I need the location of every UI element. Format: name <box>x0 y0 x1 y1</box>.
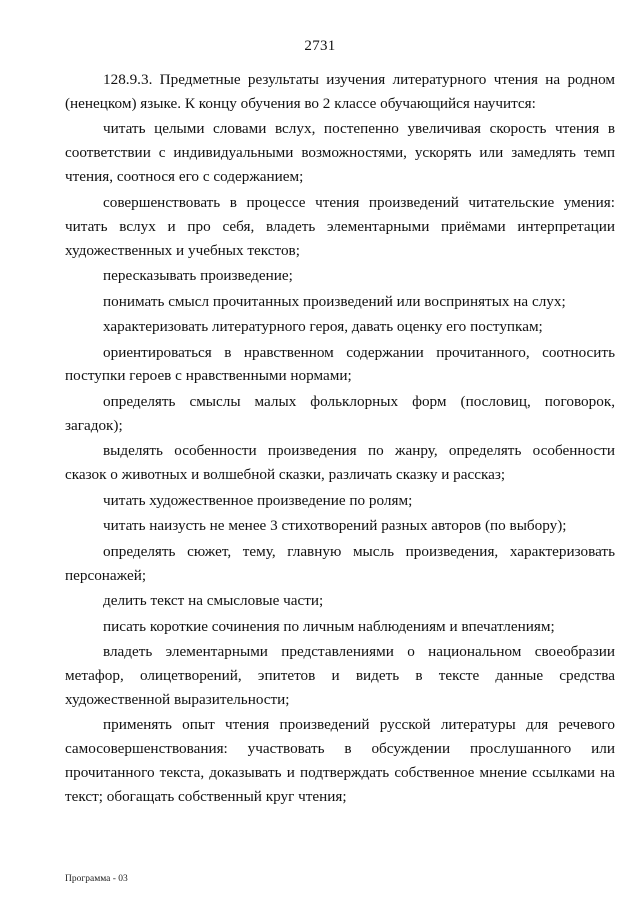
paragraph: характеризовать литературного героя, давать оценку его поступкам; <box>103 318 543 336</box>
paragraph: совершенствовать в процессе чтения произведений читательские умения: читать вслух и про себя, владеть элементарными приёмами интерпретации художественных и учебных текстов; <box>65 193 615 259</box>
paragraph: делить текст на смысловые части; <box>103 592 324 610</box>
paragraph: ориентироваться в нравственном содержании прочитанного, соотносить поступки героев с нравственными нормами; <box>65 343 615 385</box>
paragraph: читать художественное произведение по ролям; <box>103 491 413 509</box>
footer-note: Программа - 03 <box>65 874 128 884</box>
paragraph: читать наизусть не менее 3 стихотворений разных авторов (по выбору); <box>103 517 567 535</box>
document-body <box>65 68 615 811</box>
paragraph-heading: 128.9.3. Предметные результаты изучения литературного чтения на родном (ненецком) языке. К концу обучения во 2 классе обучающийся научится: <box>65 71 615 112</box>
paragraph: пересказывать произведение; <box>103 267 293 285</box>
paragraph: применять опыт чтения произведений русской литературы для речевого самосовершенствования: участвовать в обсуждении прослушанного или прочитанного текста, доказывать и подтверждать собственное мнение ссылками на текст; обогащать собственный круг чтения; <box>65 716 615 806</box>
paragraph: читать целыми словами вслух, постепенно увеличивая скорость чтения в соответствии с индивидуальными возможностями, ускорять или замедлять темп чтения, соотнося его с содержанием; <box>65 120 615 186</box>
paragraph: выделять особенности произведения по жанру, определять особенности сказок о животных и волшебной сказки, различать сказку и рассказ; <box>65 442 615 484</box>
paragraph: определять сюжет, тему, главную мысль произведения, характеризовать персонажей; <box>65 542 615 584</box>
paragraph: писать короткие сочинения по личным наблюдениям и впечатлениям; <box>103 617 555 635</box>
paragraph: владеть элементарными представлениями о национальном своеобразии метафор, олицетворений, эпитетов и видеть в тексте данные средства художественной выразительности; <box>65 643 615 708</box>
paragraph: понимать смысл прочитанных произведений или воспринятых на слух; <box>103 292 566 310</box>
page-number: 2731 <box>304 38 336 54</box>
paragraph: определять смыслы малых фольклорных форм (пословиц, поговорок, загадок); <box>65 392 615 434</box>
